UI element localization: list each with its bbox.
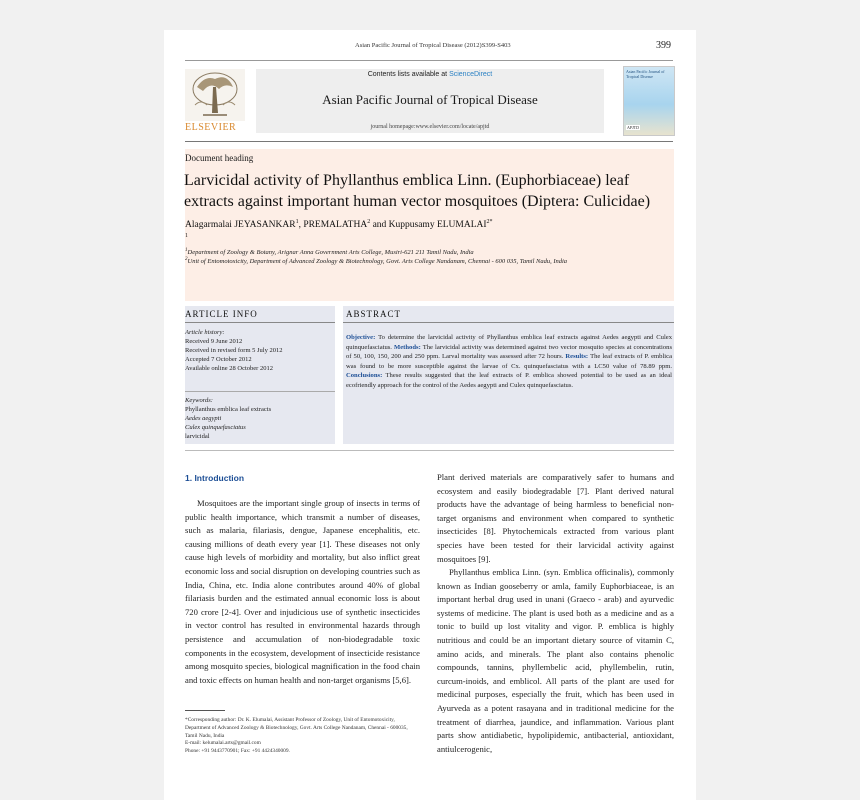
- cover-badge: APJTD: [627, 125, 640, 130]
- intro-paragraph-right-2: Phyllanthus emblica Linn. (syn. Emblica officinalis), commonly known as Indian gooseberry or amla, family Euphorbiaceae, is an important herbal drug used in unani (Graeco - arab) and ayurvedic systems of medicine. The plant is used both as a medicine and as a tonic to build up lost vitality and vigor. P. emblica is highly nutritious and could be an important dietary source of vitamin C, amino acids, and minerals. The plant also contains phenolic compounds, tannins, phyllembelic acid, phyllembelin, rutin, curcum-inoids, and emblicol. All parts of the plant are used for medicinal purposes, especially the fruit, which has been used in Ayurveda as a potent rasayana and in traditional medicine for the treatment of diarrhea, jaundice, and inflammation. Various plant parts show antidiabetic, hypolipidemic, antibacterial, antioxidant, antiulcerogenic,: [437, 567, 674, 754]
- keyword: Aedes aegypti: [185, 415, 222, 422]
- footnote-author: *Corresponding author: Dr. K. Elumalai, Assistant Professor of Zoology, Unit of Entomotoxicity, Department of Advanced Zoology & Biotechnology, Govt. Arts College Nandanam, Chennai - 600035, Tamil Nadu, India: [185, 717, 408, 739]
- title-line-2: extracts against important human vector mosquitoes (Diptera: Culicidae): [184, 193, 651, 210]
- intro-paragraph-right-1: Plant derived materials are comparatively safer to humans and ecosystem and easily biodegradable [7]. Plant derived natural products have the advantage of being harmless to beneficial non-target organisms and environment when compared to synthetic insecticides [8]. Phytochemicals extracted from various plant species have been tested for their larvicidal activity against mosquitoes [9].: [437, 472, 674, 564]
- keyword: Phyllanthus emblica leaf extracts: [185, 406, 272, 413]
- conclusions-text: These results suggested that the leaf extracts of P. emblica showed potential to be used as an ideal ecofriendly approach for the control of the Aedes aegypti and Culex quinquefasciatus.: [346, 372, 672, 389]
- contents-line: [256, 71, 604, 78]
- methods-text: The larvicidal activity was determined against two vector mosquito species at concentrations of 50, 100, 150, 200 and 250 ppm. Larval mortality was assessed after 72 hours.: [346, 343, 673, 361]
- abstract-text: [346, 333, 672, 391]
- author-affiliation-mark: 2: [367, 219, 371, 225]
- journal-name: Asian Pacific Journal of Tropical Disease: [322, 92, 538, 107]
- author-list: [185, 219, 675, 230]
- affiliation-sup: 2: [185, 257, 188, 262]
- contents-prefix: Contents lists available at: [367, 71, 450, 78]
- article-info-rule: [185, 322, 335, 323]
- header-rule: [185, 60, 673, 61]
- sciencedirect-link[interactable]: ScienceDirect: [449, 71, 493, 78]
- author-separator: and: [370, 220, 389, 231]
- keyword: larvicidal: [185, 433, 210, 440]
- objective-text: To determine the larvicidal activity of Phyllanthus emblica leaf extracts against Aedes aegypti and Culex quinquefasciatus.: [346, 334, 672, 351]
- author-name: PREMALATHA: [303, 220, 368, 231]
- article-title: [184, 170, 676, 212]
- affiliation-2: [185, 256, 585, 267]
- journal-homepage[interactable]: journal homepage:www.elsevier.com/locate/apjtd: [370, 124, 490, 130]
- revised-date: Received in revised form 5 July 2012: [185, 347, 283, 354]
- page-number: 399: [656, 40, 671, 51]
- methods-label: Methods:: [394, 343, 421, 351]
- footnote-rule: [185, 710, 225, 711]
- publisher-logo-text: ELSEVIER: [185, 122, 237, 133]
- intro-paragraph-left: Mosquitoes are the important single group of insects in terms of public health importance, which transmit a number of diseases, such as malaria, filariasis, dengue, Japanese encephalitis, etc. causing millions of death every year [1]. These diseases not only cause high levels of morbidity and mortality, but also inflict great economic loss and social disruption on developing countries such as India, China, etc. India alone contributes around 40% of global filariasis burden and the estimated annual economic loss is about 720 crore [2-4]. Over and injudicious use of synthetic insecticides in vector control has resulted in environmental hazards through persistence and accumulation of non-biodegradable toxic components in the ecosystem, development of insecticide resistance among mosquito species, biological magnification in the food chain and toxic effects on human health and non-target organisms [5,6].: [185, 498, 420, 685]
- affiliation-sup: 1: [185, 248, 188, 253]
- conclusions-label: Conclusions:: [346, 372, 383, 380]
- keywords-label: Keywords:: [185, 397, 213, 404]
- author-affiliation-mark: 1: [295, 219, 299, 225]
- results-label: Results:: [565, 353, 589, 361]
- running-head: Asian Pacific Journal of Tropical Disease (2012)S399-S403: [355, 42, 511, 49]
- keyword: Culex quinquefasciatus: [185, 424, 246, 431]
- title-line-1: Larvicidal activity of Phyllanthus emblica Linn. (Euphorbiaceae) leaf: [184, 172, 630, 189]
- author-name: Kuppusamy ELUMALAI: [388, 220, 487, 231]
- section-rule: [185, 450, 674, 451]
- objective-label: Objective:: [346, 334, 376, 341]
- cover-title: Asian Pacific Journal of Tropical Disease: [626, 69, 665, 79]
- affiliation-text: Unit of Entomotoxicity, Department of Advanced Zoology & Biotechnology, Govt. Arts College Nandanam, Chennai - 600 035, Tamil Nadu, India: [187, 258, 568, 266]
- author-affiliation-mark: 2*: [486, 219, 493, 225]
- keywords-rule: [185, 391, 335, 392]
- abstract-heading: ABSTRACT: [346, 309, 402, 319]
- footnote-phone: Phone: +91 9443770901; Fax: +91 4424340009.: [185, 748, 290, 755]
- banner-rule: [185, 141, 673, 142]
- article-info-heading: ARTICLE INFO: [185, 309, 258, 319]
- received-date: Received 9 June 2012: [185, 338, 243, 345]
- introduction-heading: 1. Introduction: [185, 473, 245, 483]
- author-name: Alagarmalai JEYASANKAR: [185, 220, 296, 231]
- online-date: Available online 28 October 2012: [185, 365, 273, 372]
- corresponding-author-footnote: [185, 717, 420, 756]
- results-text: The leaf extracts of P. emblica was found to be more susceptible against the larvae of Cx. quinquefasciatus with a LC50 value of 78.89 ppm.: [346, 353, 672, 370]
- author-separator: ,: [298, 220, 304, 231]
- affiliation-mark: 1: [185, 233, 188, 239]
- abstract-rule: [343, 322, 674, 323]
- history-label: Article history:: [185, 329, 225, 336]
- footnote-email[interactable]: E-mail: kelumalai.arts@gmail.com: [185, 740, 261, 747]
- affiliation-text: Department of Zoology & Botany, Arignar Anna Government Arts College, Musiri-621 211 Tamil Nadu, India: [187, 249, 474, 257]
- accepted-date: Accepted 7 October 2012: [185, 356, 252, 363]
- document-heading: Document heading: [185, 153, 254, 163]
